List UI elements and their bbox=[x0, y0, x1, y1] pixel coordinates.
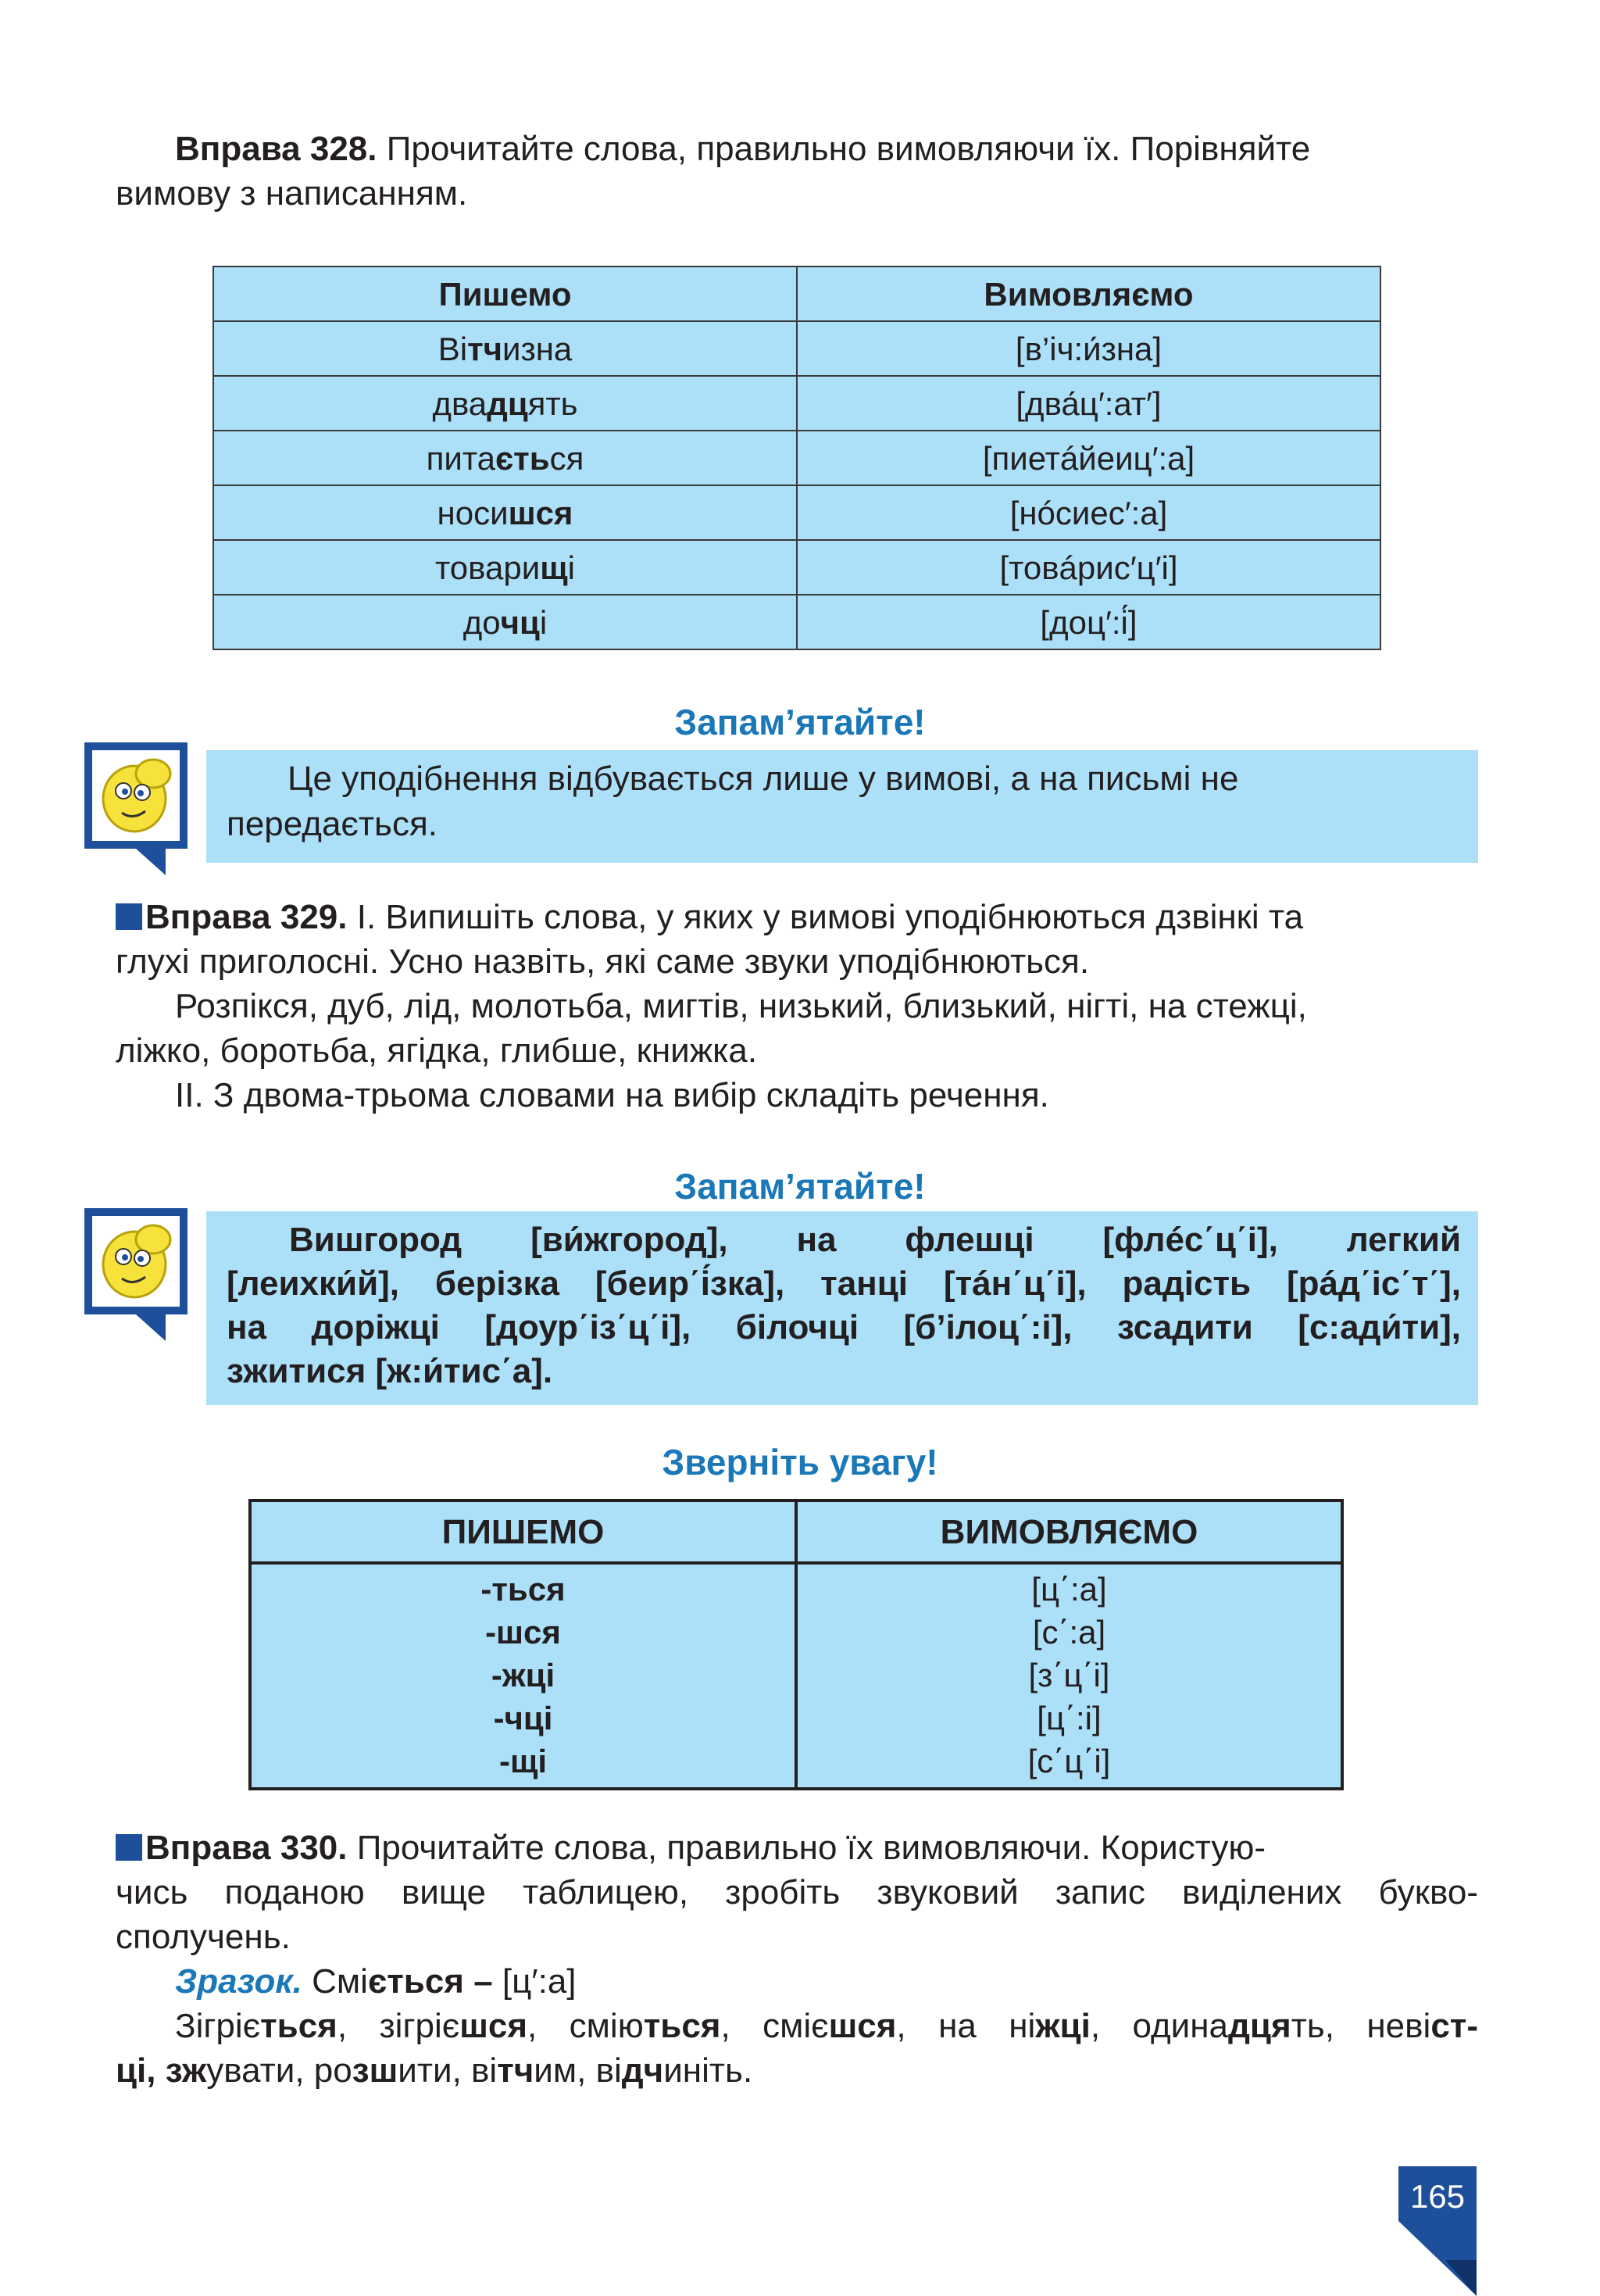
highlighted-letters: дц bbox=[487, 384, 528, 422]
word-list-line2 bbox=[116, 2048, 1478, 2093]
word-part: два bbox=[432, 384, 488, 422]
highlighted-letters: тч bbox=[497, 2051, 534, 2090]
remember-2-line2: [леихки́й], берізка [беир΄і́зка], танці [тáн΄ц΄і], радість [рáд΄іс΄т΄], bbox=[227, 1264, 1461, 1303]
exercise-328-line2 bbox=[116, 171, 1478, 216]
table-row bbox=[213, 595, 1380, 649]
ending-item: -жці bbox=[491, 1657, 555, 1693]
word-part: им, ві bbox=[534, 2051, 622, 2090]
highlighted-letters: ці, зж bbox=[116, 2051, 207, 2090]
exercise-329-line4 bbox=[116, 1028, 1478, 1073]
transcription-item: [з΄ц΄і] bbox=[1028, 1657, 1110, 1693]
highlighted-letters: єть bbox=[495, 439, 550, 477]
exercise-329-text5: ІІ. З двома-трьома словами на вибір складіть речення. bbox=[175, 1076, 1049, 1114]
highlighted-letters: дч bbox=[621, 2051, 664, 2090]
highlighted-letters: зш bbox=[352, 2051, 398, 2090]
remember-1-line2: передається. bbox=[227, 805, 438, 843]
word-part: ть, неві bbox=[1291, 2007, 1431, 2045]
exercise-330-label: Вправа 330. bbox=[145, 1829, 348, 1867]
pronunciation: [в’іч:и́зна] bbox=[797, 321, 1380, 376]
word-part: ся bbox=[549, 439, 584, 477]
transcription-item: [ц΄:і] bbox=[1037, 1700, 1102, 1736]
endings-pronounced-column bbox=[796, 1563, 1342, 1789]
word-part: , зігріє bbox=[337, 2007, 460, 2045]
pronunciation: [товáрис′ц′і] bbox=[797, 540, 1380, 595]
word-part: , сміє bbox=[720, 2007, 829, 2045]
exercise-330-text1: Прочитайте слова, правильно їх вимовляючи. Користую- bbox=[347, 1829, 1266, 1867]
exercise-329-line3 bbox=[116, 984, 1478, 1028]
header-write: Пишемо bbox=[213, 266, 797, 321]
written-word bbox=[213, 431, 797, 485]
page-number: 165 bbox=[1409, 2178, 1466, 2215]
exercise-329 bbox=[116, 895, 1478, 939]
ending-item: -чці bbox=[493, 1700, 553, 1736]
exercise-329-line2 bbox=[116, 939, 1478, 984]
header-pronounce: Вимовляємо bbox=[797, 266, 1380, 321]
table-row bbox=[213, 485, 1380, 540]
highlighted-letters: ться bbox=[643, 2007, 721, 2045]
header-write-caps: ПИШЕМО bbox=[250, 1500, 796, 1563]
exercise-329-line5 bbox=[116, 1073, 1478, 1118]
word-part: і bbox=[539, 603, 548, 641]
attention-title: Зверніть увагу! bbox=[662, 1442, 938, 1482]
exercise-329-label: Вправа 329. bbox=[145, 898, 348, 936]
exercise-329-text3: Розпікся, дуб, лід, молотьба, мигтів, низький, близький, нігті, на стежці, bbox=[175, 987, 1307, 1025]
exercise-330-text2: чись поданою вище таблицею, зробіть звуковий запис виділених букво- bbox=[116, 1873, 1478, 1912]
remember-title-2: Запам’ятайте! bbox=[674, 1166, 926, 1207]
word-part: до bbox=[462, 603, 501, 641]
ending-item: -шся bbox=[485, 1614, 561, 1650]
word-part: , смію bbox=[527, 2007, 644, 2045]
highlighted-letters: шся bbox=[508, 494, 573, 531]
remember-box-2 bbox=[206, 1211, 1478, 1405]
written-word bbox=[213, 540, 797, 595]
exercise-329-text1: І. Випишіть слова, у яких у вимові уподібнюються дзвінкі та bbox=[347, 898, 1304, 936]
pronunciation: [нóсиес′:а] bbox=[797, 485, 1380, 540]
table-header-row bbox=[213, 266, 1380, 321]
written-word bbox=[213, 595, 797, 649]
exercise-328-text: Прочитайте слова, правильно вимовляючи їх. Порівняйте bbox=[377, 130, 1311, 168]
bullet-square-icon bbox=[116, 903, 142, 930]
word-part: Зігріє bbox=[175, 2007, 261, 2045]
exercise-328 bbox=[116, 127, 1478, 171]
endings-table bbox=[248, 1499, 1344, 1790]
remember-2-line4: зжитися [ж:и́тис΄а]. bbox=[227, 1352, 553, 1390]
written-word bbox=[213, 485, 797, 540]
sample-line bbox=[116, 1959, 1478, 2004]
transcription-item: [с΄:а] bbox=[1032, 1614, 1106, 1650]
word-part: , на ні bbox=[896, 2007, 1036, 2045]
highlighted-letters: ться bbox=[260, 2007, 338, 2045]
word-part: носи bbox=[437, 494, 509, 531]
header-pronounce-caps: ВИМОВЛЯЄМО bbox=[796, 1500, 1342, 1563]
sample-word-b: ється – bbox=[367, 1962, 493, 2001]
page-number-badge bbox=[1398, 2166, 1477, 2296]
highlighted-letters: чц bbox=[500, 603, 540, 641]
word-part: ять bbox=[527, 384, 578, 422]
written-word bbox=[213, 321, 797, 376]
word-part: иніть. bbox=[663, 2051, 753, 2090]
table-row bbox=[213, 540, 1380, 595]
mascot-icon bbox=[84, 1208, 188, 1318]
ending-item: -щі bbox=[498, 1743, 548, 1779]
transcription-item: [с΄ц΄і] bbox=[1027, 1743, 1111, 1779]
mascot-icon bbox=[84, 742, 188, 852]
sample-transcription: [ц′:а] bbox=[492, 1962, 577, 2001]
word-part: увати, ро bbox=[206, 2051, 352, 2090]
exercise-330-text3: сполучень. bbox=[116, 1918, 291, 1956]
table-row bbox=[213, 431, 1380, 485]
highlighted-letters: жці bbox=[1035, 2007, 1091, 2045]
written-word bbox=[213, 376, 797, 431]
highlighted-letters: ст- bbox=[1430, 2007, 1478, 2045]
word-part: ити, ві bbox=[398, 2051, 498, 2090]
word-part: пита bbox=[426, 439, 495, 477]
remember-1-line1: Це уподібнення відбувається лише у вимові, а на письмі не bbox=[288, 760, 1239, 798]
remember-box-1 bbox=[206, 750, 1478, 863]
table-row bbox=[213, 321, 1380, 376]
spelling-pronunciation-table bbox=[212, 266, 1381, 650]
highlighted-letters: дця bbox=[1228, 2007, 1291, 2045]
highlighted-letters: шся bbox=[828, 2007, 897, 2045]
word-part: товари bbox=[435, 549, 541, 586]
pronunciation: [два́ц′:ат′] bbox=[797, 376, 1380, 431]
table-row bbox=[213, 376, 1380, 431]
exercise-330-line3 bbox=[116, 1915, 1478, 1959]
pronunciation: [доц′:і́] bbox=[797, 595, 1380, 649]
remember-title-1: Запам’ятайте! bbox=[674, 702, 926, 742]
word-part: Ві bbox=[438, 330, 468, 367]
ending-item: -ться bbox=[480, 1571, 566, 1608]
sample-word-a: Смі bbox=[302, 1962, 368, 2001]
highlighted-letters: тч bbox=[467, 330, 503, 367]
word-part: , одина bbox=[1090, 2007, 1228, 2045]
word-part: і bbox=[567, 549, 575, 586]
exercise-328-label: Вправа 328. bbox=[175, 130, 377, 168]
sample-label: Зразок. bbox=[175, 1962, 302, 2001]
endings-written-column bbox=[250, 1563, 796, 1789]
exercise-328-text2: вимову з написанням. bbox=[116, 174, 468, 213]
bullet-square-icon bbox=[116, 1834, 142, 1861]
word-list-line1 bbox=[116, 2004, 1478, 2048]
remember-2-line1: Вишгород [ви́жгород], на флешці [флéс΄ц΄і], легкий bbox=[289, 1221, 1461, 1259]
word-part: изна bbox=[502, 330, 573, 367]
exercise-330-line2 bbox=[116, 1870, 1478, 1915]
exercise-329-text2: глухі приголосні. Усно назвіть, які саме звуки уподібнюються. bbox=[116, 942, 1090, 981]
highlighted-letters: щ bbox=[540, 549, 568, 586]
pronunciation: [пиетáйеиц′:а] bbox=[797, 431, 1380, 485]
exercise-329-text4: ліжко, боротьба, ягідка, глибше, книжка. bbox=[116, 1032, 758, 1070]
highlighted-letters: шся bbox=[459, 2007, 528, 2045]
remember-2-line3: на доріжці [доур΄із΄ц΄і], білочці [б’ілоц΄:і], зсадити [с:ади́ти], bbox=[227, 1308, 1461, 1346]
exercise-330 bbox=[116, 1826, 1478, 1870]
transcription-item: [ц΄:а] bbox=[1031, 1571, 1107, 1608]
